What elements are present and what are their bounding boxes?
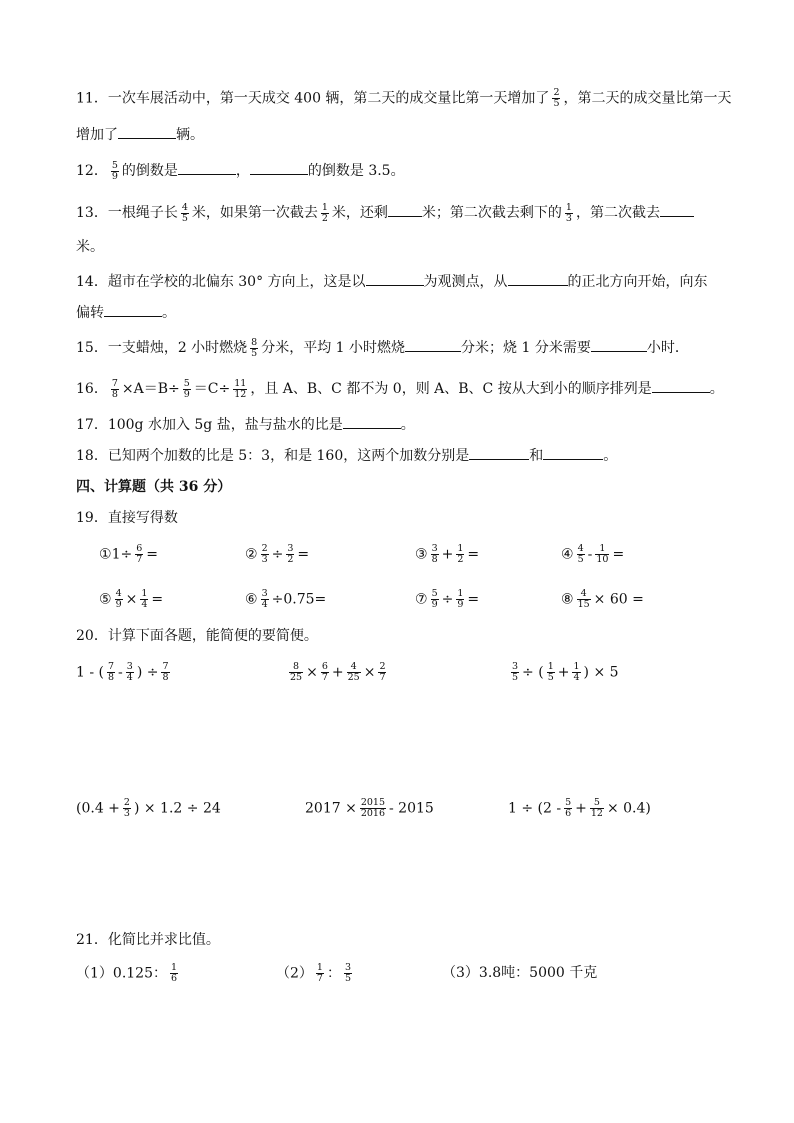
q19-item-5: ⑤ $\frac{4}{9}$ × $\frac{1}{4}$ = [99,588,164,610]
answer-blank[interactable] [652,378,710,393]
fraction: $\frac{2015}{2016}$ [360,797,385,819]
question-18: 18．已知两个加数的比是 5：3，和是 160，这两个加数分别是 和 。 [76,445,617,466]
question-16: 16． $\frac{7}{8}$ ×A＝B÷ $\frac{5}{9}$ ＝C÷ $\frac{11}{12}$ ，且 A、B、C 都不为 0，则 A、B、C 按从大到小的顺序排列是 。 [76,377,724,400]
fraction: $\frac{1}{5}$ [547,661,554,683]
question-17: 17．100g 水加入 5g 盐，盐与盐水的比是 。 [76,414,415,435]
fraction: $\frac{7}{8}$ [111,377,118,400]
fraction: $\frac{5}{6}$ [565,797,572,819]
fraction: $\frac{1}{7}$ [316,962,323,984]
fraction: $\frac{3}{8}$ [431,543,438,565]
q21-item-3: （3）3.8吨：5000 千克 [442,965,598,981]
fraction: $\frac{8}{25}$ [290,661,303,683]
fraction: $\frac{4}{25}$ [347,661,360,683]
answer-blank[interactable] [543,445,603,460]
answer-blank[interactable] [366,271,424,286]
fraction: $\frac{6}{7}$ [321,661,328,683]
fraction: $\frac{2}{5}$ [553,87,560,109]
fraction: $\frac{4}{5}$ [577,543,584,565]
fraction: $\frac{1}{4}$ [141,588,148,610]
question-13: 13．一根绳子长 $\frac{4}{5}$ 米，如果第一次截去 $\frac{1}{2}$ 米，还剩 米；第二次截去剩下的 $\frac{1}{3}$ ，第二次截去 [76,202,694,224]
fraction: $\frac{8}{5}$ [251,336,258,359]
q20-expr-6: 1 ÷ (2 - $\frac{5}{6}$ + $\frac{5}{12}$ × 0.4) [508,797,651,819]
answer-blank[interactable] [660,202,694,217]
question-15: 15．一支蜡烛，2 小时燃烧 $\frac{8}{5}$ 分米，平均 1 小时燃烧 分米；烧 1 分米需要 小时． [76,336,689,359]
question-19-title: 19．直接写得数 [76,510,178,526]
fraction: $\frac{1}{10}$ [596,543,609,565]
fraction: $\frac{5}{12}$ [590,797,603,819]
q20-expr-3: $\frac{3}{5}$ ÷ ( $\frac{1}{5}$ + $\frac{1}{4}$ ) × 5 [512,661,619,683]
fraction: $\frac{3}{4}$ [261,588,268,610]
q20-expr-1: 1 - ( $\frac{7}{8}$ - $\frac{3}{4}$ ) ÷ $\frac{7}{8}$ [76,661,169,683]
answer-blank[interactable] [469,445,529,460]
fraction: $\frac{11}{12}$ [234,377,247,400]
fraction: $\frac{1}{4}$ [573,661,580,683]
fraction: $\frac{5}{9}$ [431,588,438,610]
section-heading: 四、计算题（共 36 分） [76,479,232,495]
answer-blank[interactable] [343,414,401,429]
answer-blank[interactable] [178,160,236,175]
question-13-cont: 米。 [76,239,104,255]
fraction: $\frac{2}{3}$ [261,543,268,565]
fraction: $\frac{1}{6}$ [171,962,178,984]
question-14-cont: 偏转 。 [76,302,176,323]
q19-item-3: ③ $\frac{3}{8}$ + $\frac{1}{2}$ = [415,543,480,565]
fraction: $\frac{6}{7}$ [136,543,143,565]
question-14: 14．超市在学校的北偏东 30° 方向上，这是以 为观测点，从 的正北方向开始，向东 [76,271,708,292]
q19-item-6: ⑥ $\frac{3}{4}$ ÷0.75= [245,588,327,610]
fraction: $\frac{2}{3}$ [123,797,130,819]
fraction: $\frac{1}{9}$ [457,588,464,610]
answer-blank[interactable] [118,124,176,139]
fraction: $\frac{3}{5}$ [512,661,519,683]
fraction: $\frac{7}{8}$ [108,661,115,683]
q21-item-2: （2） $\frac{1}{7}$ ： $\frac{3}{5}$ [276,962,352,984]
fraction: $\frac{4}{5}$ [181,201,188,224]
q19-item-4: ④ $\frac{4}{5}$ - $\frac{1}{10}$ = [561,543,625,565]
q20-expr-4: (0.4 + $\frac{2}{3}$ ) × 1.2 ÷ 24 [76,797,221,819]
answer-blank[interactable] [591,337,647,352]
fraction: $\frac{1}{3}$ [565,201,572,224]
question-21-title: 21．化简比并求比值。 [76,932,220,948]
fraction: $\frac{5}{9}$ [111,159,118,182]
answer-blank[interactable] [250,160,308,175]
fraction: $\frac{1}{2}$ [457,543,464,565]
question-20-title: 20．计算下面各题，能简便的要简便。 [76,628,318,644]
answer-blank[interactable] [405,337,461,352]
q19-item-2: ② $\frac{2}{3}$ ÷ $\frac{3}{2}$ = [245,543,310,565]
fraction: $\frac{7}{8}$ [162,661,169,683]
answer-blank[interactable] [508,271,568,286]
fraction: $\frac{4}{15}$ [577,588,590,610]
q19-item-8: ⑧ $\frac{4}{15}$ × 60 = [561,588,644,610]
q20-expr-5: 2017 × $\frac{2015}{2016}$ - 2015 [305,797,434,819]
fraction: $\frac{1}{2}$ [321,201,328,224]
question-11-cont: 增加了 辆。 [76,124,204,145]
q21-item-1: （1）0.125： $\frac{1}{6}$ [76,962,178,984]
answer-blank[interactable] [388,202,422,217]
q20-expr-2: $\frac{8}{25}$ × $\frac{6}{7}$ + $\frac{4}{25}$ × $\frac{2}{7}$ [290,661,386,683]
fraction: $\frac{3}{2}$ [287,543,294,565]
fraction: $\frac{3}{4}$ [126,661,133,683]
fraction: $\frac{4}{9}$ [115,588,122,610]
question-12: 12． $\frac{5}{9}$ 的倒数是 ， 的倒数是 3.5。 [76,159,405,182]
answer-blank[interactable] [104,302,162,317]
question-11: 11．一次车展活动中，第一天成交 400 辆，第二天的成交量比第一天增加了 $\frac{2}{5}$ ，第二天的成交量比第一天 [76,87,732,109]
q19-item-1: ①1÷ $\frac{6}{7}$ = [99,543,158,565]
fraction: $\frac{5}{9}$ [183,377,190,400]
fraction: $\frac{2}{7}$ [379,661,386,683]
q19-item-7: ⑦ $\frac{5}{9}$ ÷ $\frac{1}{9}$ = [415,588,480,610]
fraction: $\frac{3}{5}$ [344,962,352,984]
